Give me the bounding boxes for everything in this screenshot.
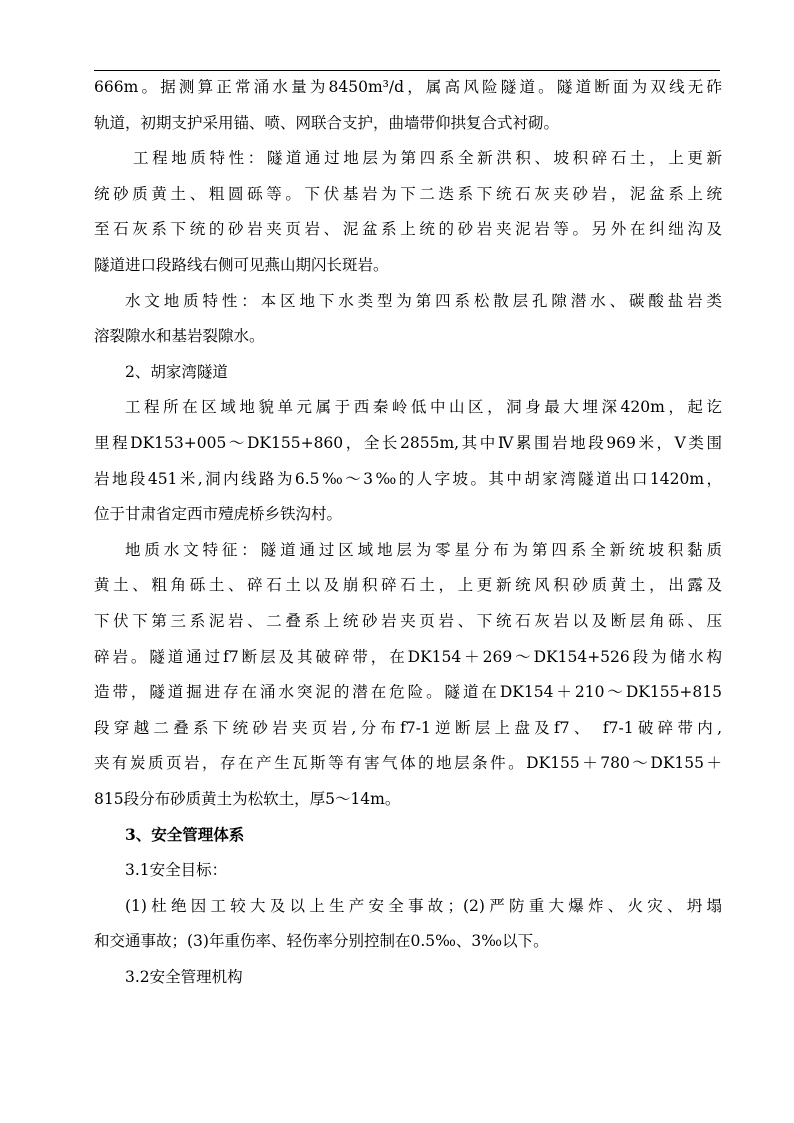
paragraph-engineering-geology xyxy=(94,141,722,283)
paragraph-hujiawan-overview xyxy=(94,390,722,532)
text-line: 工程地质特性：隧道通过地层为第四系全新洪积、坡积碎石土，上更新 xyxy=(133,149,722,168)
text-line: 815段分布砂质黄土为松软土，厚5～14m。 xyxy=(94,789,401,808)
text-line: 至石灰系下统的砂岩夹页岩、泥盆系上统的砂岩夹泥岩等。另外在纠绌沟及 xyxy=(94,220,722,239)
text-line: 下伏下第三系泥岩、二叠系上统砂岩夹页岩、下统石灰岩以及断层角砾、压 xyxy=(94,611,722,630)
text-line: (1)杜绝因工较大及以上生产安全事故；(2)严防重大爆炸、火灾、坍塌 xyxy=(125,896,722,915)
text-line: 和交通事故；(3)年重伤率、轻伤率分别控制在0.5‰、3‰以下。 xyxy=(94,932,549,951)
text-line: 造带，隧道掘进存在涌水突泥的潜在危险。隧道在DK154＋210～DK155+815 xyxy=(94,683,722,702)
text-line: 碎岩。隧道通过f7断层及其破碎带，在DK154＋269～DK154+526段为储水构 xyxy=(94,647,722,666)
document-body xyxy=(94,70,722,995)
text-line: 工程所在区域地貌单元属于西秦岭低中山区，洞身最大埋深420m，起讫 xyxy=(125,398,722,417)
text-line: 夹有炭质页岩，存在产生瓦斯等有害气体的地层条件。DK155＋780～DK155＋ xyxy=(94,754,722,773)
section-heading-safety-management: 3、安全管理体系 xyxy=(125,825,245,845)
text-line: 溶裂隙水和基岩裂隙水。 xyxy=(94,327,265,346)
subsection-heading-safety-organization: 3.2安全管理机构 xyxy=(125,967,243,986)
section-heading-hujiawan-tunnel: 2、胡家湾隧道 xyxy=(125,362,228,381)
paragraph-tunnel-intro xyxy=(94,70,722,141)
paragraph-hydrogeology xyxy=(94,284,722,355)
text-line: 地质水文特征：隧道通过区域地层为零星分布为第四系全新统坡积黏质 xyxy=(125,540,722,559)
paragraph-geology-hydrology xyxy=(94,533,722,818)
text-line: 段穿越二叠系下统砂岩夹页岩,分布f7-1逆断层上盘及f7、 f7-1破碎带内, xyxy=(94,718,722,737)
text-line: 水文地质特性：本区地下水类型为第四系松散层孔隙潜水、碳酸盐岩类 xyxy=(125,291,722,310)
paragraph-safety-goals xyxy=(94,889,722,960)
text-line: 隧道进口段路线右侧可见燕山期闪长斑岩。 xyxy=(94,255,389,274)
text-line: 666m。据测算正常涌水量为8450m³/d，属高风险隧道。隧道断面为双线无砟 xyxy=(94,78,722,96)
subsection-heading-safety-goals: 3.1安全目标： xyxy=(125,861,228,880)
text-line: 位于甘肃省定西市殪虎桥乡铁沟村。 xyxy=(94,505,343,524)
text-line: 统砂质黄土、粗圆砾等。下伏基岩为下二迭系下统石灰夹砂岩，泥盆系上统 xyxy=(94,184,722,203)
text-line: 黄土、粗角砾土、碎石土以及崩积碎石土，上更新统风积砂质黄土，出露及 xyxy=(94,576,722,595)
text-line: 里程DK153+005～DK155+860，全长2855m,其中Ⅳ累围岩地段969米，Ⅴ类围 xyxy=(94,433,722,452)
text-line: 轨道，初期支护采用锚、喷、网联合支护，曲墙带仰拱复合式衬砌。 xyxy=(94,113,560,132)
text-line: 岩地段451米,洞内线路为6.5‰～3‰的人字坡。其中胡家湾隧道出口1420m， xyxy=(94,469,722,488)
